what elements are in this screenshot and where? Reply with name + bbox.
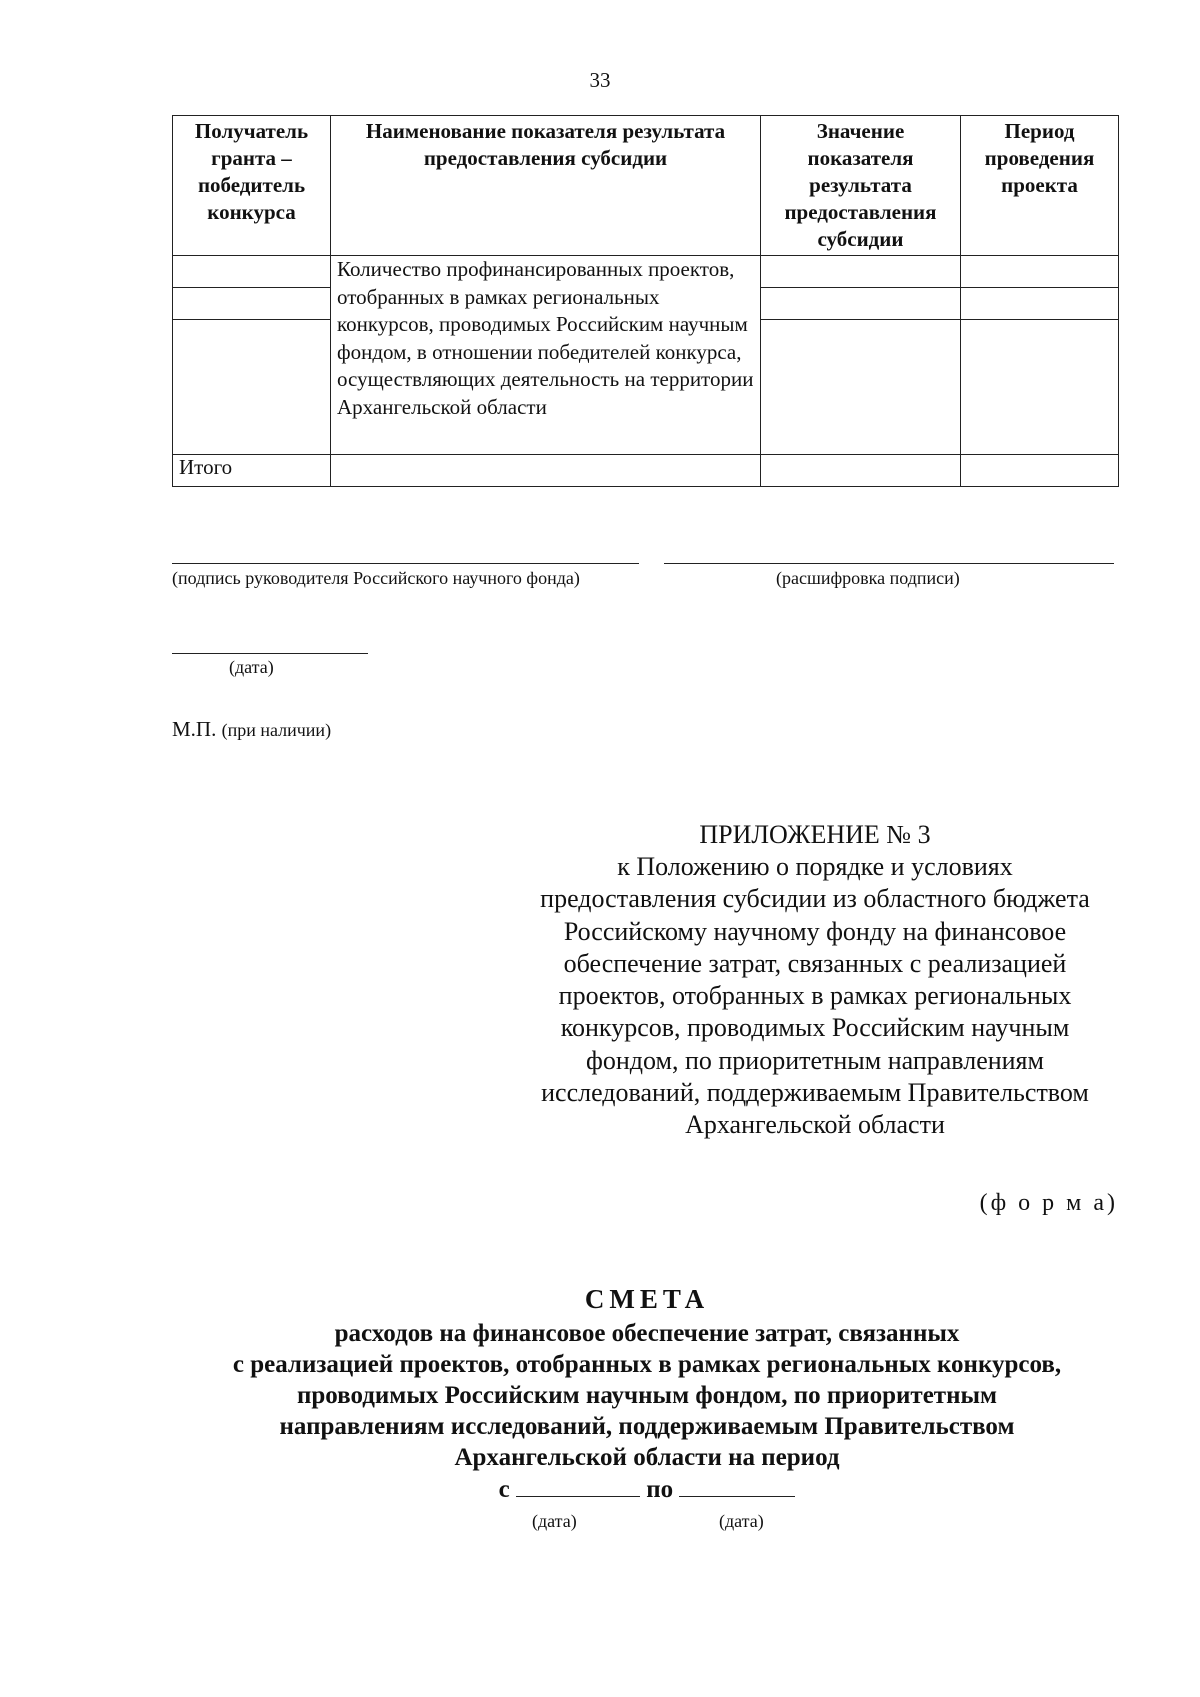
header-project-period: Период проведения проекта (961, 116, 1119, 256)
stamp-label (172, 717, 331, 742)
estimate-subtitle-line: с реализацией проектов, отобранных в рамках региональных конкурсов, (232, 1351, 1062, 1378)
annex-line: Архангельской области (685, 1110, 945, 1140)
estimate-subtitle (0, 1318, 1200, 1473)
total-label: Итого (173, 455, 331, 487)
signature-decoding-line (664, 563, 1114, 564)
period-cell (961, 288, 1119, 320)
annex-line: обеспечение затрат, связанных с реализацией (563, 948, 1067, 978)
recipient-cell (173, 288, 331, 320)
stamp-note: (при наличии) (221, 720, 332, 740)
date-caption: (дата) (229, 657, 274, 677)
period-from-date-caption: (дата) (532, 1511, 577, 1531)
date-line (172, 653, 368, 654)
table-row (173, 256, 1119, 288)
annex-line: предоставления субсидии из областного бюджета (540, 884, 1090, 914)
value-cell (761, 256, 961, 288)
table-header-row (173, 116, 1119, 256)
estimate-title: СМЕТА (584, 1284, 710, 1314)
period-cell (961, 320, 1119, 455)
total-value-cell (761, 455, 961, 487)
period-from-label: с (498, 1476, 510, 1503)
estimate-subtitle-line: направлениям исследований, поддерживаемым Правительством (279, 1413, 1015, 1440)
annex-line: исследований, поддерживаемым Правительством (541, 1078, 1089, 1108)
recipient-cell (173, 256, 331, 288)
total-period-cell (961, 455, 1119, 487)
signature-line (172, 563, 639, 564)
annex-block (515, 851, 1115, 1142)
value-cell (761, 288, 961, 320)
signature-decoding-caption: (расшифровка подписи) (776, 568, 960, 588)
annex-line: к Положению о порядке и условиях (617, 852, 1013, 881)
recipient-cell (173, 320, 331, 455)
estimate-subtitle-line: расходов на финансовое обеспечение затрат, связанных (334, 1320, 960, 1347)
header-recipient: Получатель гранта – победитель конкурса (173, 116, 331, 256)
period-to-date-caption: (дата) (719, 1511, 764, 1531)
annex-line: проектов, отобранных в рамках региональных (558, 981, 1072, 1011)
period-from-blank (516, 1496, 640, 1497)
annex-line: фондом, по приоритетным направлениям (586, 1045, 1044, 1075)
table-total-row (173, 455, 1119, 487)
period-cell (961, 256, 1119, 288)
estimate-subtitle-line: проводимых Российским научным фондом, по приоритетным (296, 1382, 998, 1409)
stamp-text: М.П. (172, 717, 217, 741)
indicator-cell: Количество профинансированных проектов, отобранных в рамках региональных конкурсов, проводимых Российским научным фондом, в отношении победителей конкурса, осуществляющих деятельность на территории Архангельской области (331, 256, 761, 455)
annex-line: конкурсов, проводимых Российским научным (560, 1013, 1070, 1043)
page-number: 33 (589, 68, 611, 92)
estimate-subtitle-line: Архангельской области на период (454, 1444, 840, 1471)
value-cell (761, 320, 961, 455)
period-to-label: по (646, 1476, 674, 1503)
header-indicator-value: Значение показателя результата предоставления субсидии (761, 116, 961, 256)
period-to-blank (679, 1496, 795, 1497)
form-label: (ф о р м а) (979, 1190, 1118, 1216)
period-line (0, 1476, 1200, 1504)
signature-caption: (подпись руководителя Российского научного фонда) (172, 568, 580, 588)
annex-heading: ПРИЛОЖЕНИЕ № 3 (699, 820, 931, 849)
annex-line: Российскому научному фонду на финансовое (563, 916, 1067, 946)
total-indicator-cell (331, 455, 761, 487)
results-table (172, 115, 1119, 487)
header-indicator-name: Наименование показателя результата предоставления субсидии (331, 116, 761, 256)
